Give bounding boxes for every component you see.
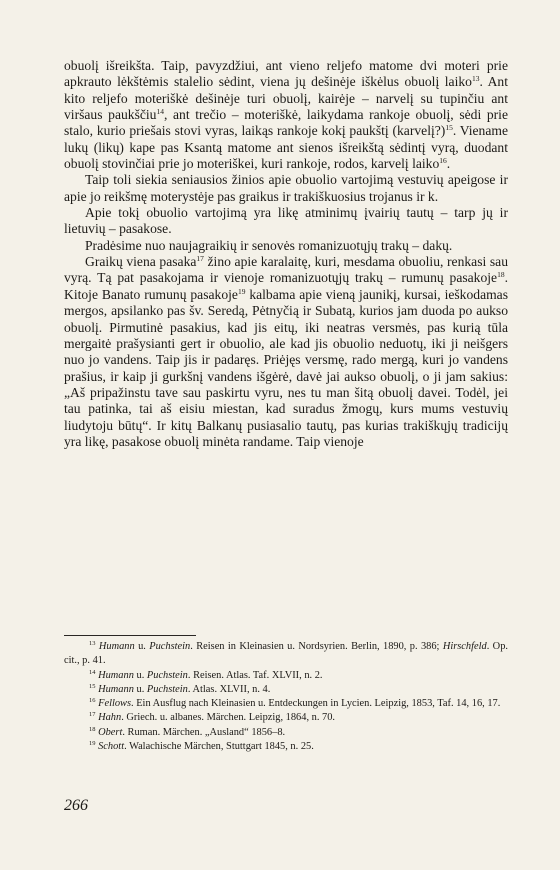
text-run: kalbama apie vieną jaunikį, kursai, ieškodamas mergos, apsilanko pas šv. Seredą, Pėtnyčią ir Subatą, kurios jam duoda po aukso obuolį. Pirmutinė pasakius, kad jis eitų, iki neatras versmės, pas kurią tūla mergaitė prašysianti gert ir obuolio, ale kad jis obuolio neduotų, iki ji neišgers nuo jo vandens. Taip jis ir padaręs. Priėjęs versmę, rado mergą, kuri jo vandens prašius, ir kaip ji gurkšnį vandens išgėrė, davė jai aukso obuolį, o ji jam sakius: „Aš pripažinstu tave sau paskirtu vyru, nes tu man šitą obuolį davei. Todėl, jei tau patinka, tai aš eisiu miestan, kad suradus žmogų, kurs mums vestuvių liudytoju būtų“. Ir kitų Balkanų pusiasalio tautų, pas kurias trakiškųjų tradicijų yra likę, pasakose obuolį minėta randame. Taip vienoje bbox=[64, 286, 508, 449]
paragraph bbox=[64, 172, 508, 205]
footnote-marker: 18 bbox=[497, 270, 505, 280]
author-name: Humann bbox=[98, 641, 135, 652]
paragraph bbox=[64, 58, 508, 172]
text-run: Pradėsime nuo naujagraikių ir senovės romanizuotųjų trakų – dakų. bbox=[85, 237, 453, 253]
text-run: . Ruman. Märchen. „Ausland“ 1856–8. bbox=[122, 726, 286, 738]
footnote-number: 13 bbox=[89, 640, 96, 647]
footnote-marker: 17 bbox=[196, 254, 204, 264]
footnote bbox=[64, 711, 508, 725]
text-run: u. bbox=[133, 683, 147, 695]
text-run: . Reisen in Kleinasien u. Nordsyrien. Berlin, 1890, p. 386; bbox=[190, 641, 443, 652]
text-run: u. bbox=[133, 669, 147, 681]
author-name: Hahn bbox=[98, 712, 122, 724]
text-run: Apie tokį obuolio vartojimą yra likę atminimų įvairių tautų – tarp jų ir lietuvių – pasakose. bbox=[64, 205, 508, 237]
footnote-number: 18 bbox=[89, 725, 96, 733]
text-run: . Griech. u. albanes. Märchen. Leipzig, 1864, n. 70. bbox=[121, 712, 336, 724]
footnote-marker: 15 bbox=[445, 123, 453, 133]
text-run: . bbox=[446, 156, 451, 172]
footnote-number: 17 bbox=[89, 711, 96, 719]
footnote-number: 15 bbox=[89, 682, 96, 690]
footnote bbox=[64, 697, 508, 711]
text-run: Taip toli siekia seniausios žinios apie obuolio vartojimą vestuvių apeigose ir apie jo reikšmę moterystėje pas graikus ir trakiškuosius trojanus ir k. bbox=[64, 172, 508, 204]
footnote bbox=[64, 640, 508, 669]
author-name: Puchstein bbox=[146, 683, 188, 695]
text-run: obuolį išreikšta. Taip, pavyzdžiui, ant vieno reljefo matome dvi moteri prie apkrauto lėkštėmis stalelio sėdint, viena jų dešinėje iškėlus obuolį laiko bbox=[64, 58, 508, 90]
paragraph bbox=[64, 205, 508, 238]
footnote bbox=[64, 740, 508, 754]
text-run: žino apie karalaitę, kuri, mesdama obuoliu, renkasi sau vyrą. Tą pat pasakojama ir vienoje romanizuotųjų trakų – rumunų pasakoje bbox=[64, 254, 508, 286]
text-run: . Reisen. Atlas. Taf. XLVII, n. 2. bbox=[187, 669, 323, 681]
main-text bbox=[64, 58, 508, 450]
author-name: Humann bbox=[98, 669, 134, 681]
text-run: u. bbox=[134, 641, 150, 652]
text-run: . Kitoje Banato rumunų pasakoje bbox=[64, 270, 508, 302]
footnote-number: 14 bbox=[89, 668, 96, 676]
paragraph bbox=[64, 254, 508, 450]
footnote-marker: 13 bbox=[471, 74, 480, 84]
page-number: 266 bbox=[64, 797, 88, 814]
footnote-marker: 16 bbox=[439, 156, 447, 166]
footnotes bbox=[64, 640, 508, 754]
author-name: Obert bbox=[98, 726, 123, 738]
text-run: . Atlas. XLVII, n. 4. bbox=[187, 683, 271, 695]
footnote-separator bbox=[64, 635, 196, 636]
text-run: , ant trečio – moteriškė, laikydama rankoje obuolį, sėdi prie stalo, kurio priešais stovi vyras, laikąs rankoje kokį paukštį (karvelį?) bbox=[64, 107, 508, 139]
author-name: Fellows bbox=[98, 698, 132, 710]
text-run: . Viename lukų (likų) kape pas Ksantą matome ant sienos išreikštą sėdintį vyrą, duodant obuolį stovinčiai prie jo moteriškei, kuri rankoje, rodos, karvelį laiko bbox=[64, 123, 508, 172]
author-name: Schott bbox=[98, 741, 125, 753]
author-name: Puchstein bbox=[149, 641, 191, 652]
author-name: Humann bbox=[98, 683, 134, 695]
text-run: . Walachische Märchen, Stuttgart 1845, n. 25. bbox=[124, 741, 314, 753]
footnote bbox=[64, 726, 508, 740]
text-run: . Ant kito reljefo moteriškė dešinėje turi obuolį, kairėje – narvelį su tupinčiu ant viršaus paukščiu bbox=[64, 74, 509, 123]
footnote bbox=[64, 669, 508, 683]
footnote-marker: 14 bbox=[156, 107, 164, 117]
footnote-marker: 19 bbox=[237, 286, 246, 296]
text-run: . Op. cit., p. 41. bbox=[64, 641, 508, 667]
footnote-number: 19 bbox=[89, 740, 96, 748]
text-run: . Ein Ausflug nach Kleinasien u. Entdeckungen in Lycien. Leipzig, 1853, Taf. 14, 16, 17. bbox=[131, 698, 501, 710]
footnote bbox=[64, 683, 508, 697]
paragraph bbox=[64, 238, 508, 254]
author-name: Hirschfeld bbox=[442, 641, 487, 652]
text-run: Graikų viena pasaka bbox=[85, 254, 197, 270]
footnote-number: 16 bbox=[89, 697, 96, 705]
author-name: Puchstein bbox=[146, 669, 188, 681]
